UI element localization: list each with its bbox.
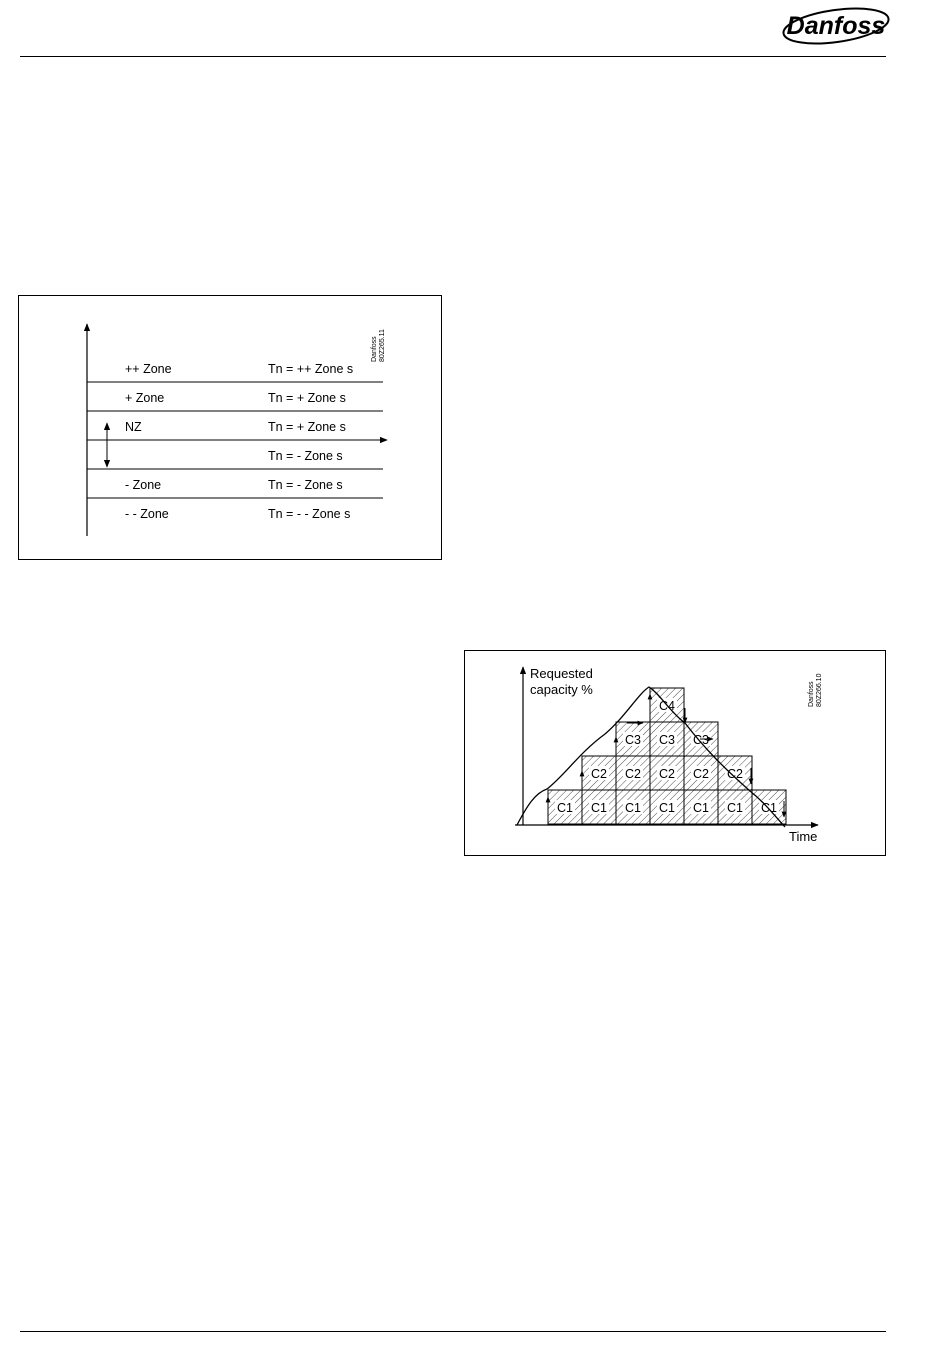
tn-label: Tn = + Zone s <box>268 391 346 405</box>
danfoss-logo <box>778 4 890 48</box>
capacity-doc-code-1: Danfoss <box>808 681 815 707</box>
block-label: C1 <box>625 801 641 815</box>
tn-label: Tn = + Zone s <box>268 420 346 434</box>
zone-diagram-frame <box>18 295 442 560</box>
capacity-diagram <box>465 651 887 857</box>
capacity-diagram-frame <box>464 650 886 856</box>
tn-label: Tn = - Zone s <box>268 449 343 463</box>
block-label: C2 <box>659 767 675 781</box>
block-label: C1 <box>557 801 573 815</box>
block-label: C2 <box>693 767 709 781</box>
block-label: C1 <box>727 801 743 815</box>
zone-doc-code-1: Danfoss <box>371 336 378 362</box>
zone-label: + Zone <box>125 391 165 405</box>
header-rule <box>20 56 886 57</box>
block-label: C3 <box>625 733 641 747</box>
tn-label: Tn = - - Zone s <box>268 507 351 521</box>
tn-label: Tn = ++ Zone s <box>268 362 354 376</box>
zone-doc-code-2: 80Z265.11 <box>379 329 386 362</box>
zone-label: NZ <box>125 420 142 434</box>
block-label: C1 <box>761 801 777 815</box>
zone-diagram <box>19 296 443 561</box>
logo-text: Danfoss <box>786 12 886 40</box>
block-label: C3 <box>659 733 675 747</box>
footer-rule <box>20 1331 886 1332</box>
block-label: C2 <box>591 767 607 781</box>
zone-label: ++ Zone <box>125 362 172 376</box>
block-label: C2 <box>727 767 743 781</box>
block-label: C1 <box>693 801 709 815</box>
block-label: C2 <box>625 767 641 781</box>
block-label: C1 <box>659 801 675 815</box>
zone-label: - Zone <box>125 478 162 492</box>
block-label: C3 <box>693 733 709 747</box>
xlabel: Time <box>789 829 818 844</box>
tn-label: Tn = - Zone s <box>268 478 343 492</box>
capacity-doc-code-2: 80Z266.10 <box>816 673 823 707</box>
block-label: C4 <box>659 699 675 713</box>
ylabel-line2: capacity % <box>530 682 593 697</box>
ylabel-line1: Requested <box>530 666 593 681</box>
block-label: C1 <box>591 801 607 815</box>
zone-label: - - Zone <box>125 507 169 521</box>
